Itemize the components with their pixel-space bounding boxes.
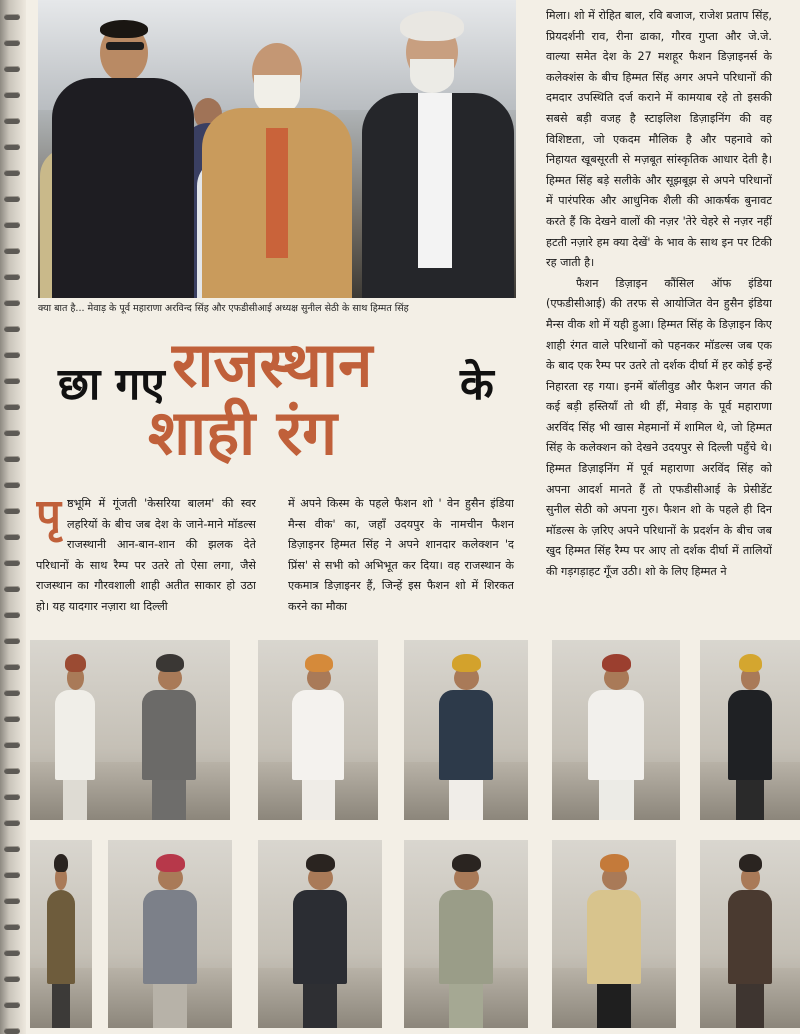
runway-model [581, 650, 651, 820]
runway-photo [108, 640, 230, 820]
binding-ring [4, 352, 20, 358]
person-arvind-singh [196, 23, 356, 298]
binding-ring [4, 794, 20, 800]
runway-model [723, 650, 778, 820]
runway-model [44, 850, 78, 1028]
binding-ring [4, 924, 20, 930]
binding-ring [4, 716, 20, 722]
binding-ring [4, 40, 20, 46]
article-column-3 [546, 6, 772, 628]
headline-shahi-rang: शाही रंग [148, 396, 338, 469]
runway-photo [258, 640, 378, 820]
binding-ring [4, 664, 20, 670]
hero-photo [38, 0, 516, 298]
article-column-1 [36, 494, 256, 628]
binding-ring [4, 742, 20, 748]
binding-ring [4, 222, 20, 228]
binding-ring [4, 1002, 20, 1008]
binding-ring [4, 586, 20, 592]
runway-photo [700, 840, 800, 1028]
binding-ring [4, 378, 20, 384]
binding-ring [4, 508, 20, 514]
binding-ring [4, 248, 20, 254]
binding-ring [4, 690, 20, 696]
binding-ring [4, 820, 20, 826]
binding-ring [4, 612, 20, 618]
binding-ring [4, 170, 20, 176]
binding-ring [4, 144, 20, 150]
binding-ring [4, 872, 20, 878]
binding-ring [4, 66, 20, 72]
binding-ring [4, 534, 20, 540]
runway-model [135, 650, 202, 820]
runway-photo [108, 840, 232, 1028]
runway-photo [404, 840, 528, 1028]
runway-photo [552, 840, 676, 1028]
runway-model [432, 850, 500, 1028]
binding-ring [4, 1028, 20, 1034]
person-himmat-singh [48, 8, 198, 298]
headline-suffix: के [460, 359, 494, 410]
binding-ring [4, 768, 20, 774]
headline-rajasthan: राजस्थान [172, 328, 373, 401]
binding-ring [4, 950, 20, 956]
binding-ring [4, 196, 20, 202]
binding-ring [4, 846, 20, 852]
headline-prefix: छा गए [58, 359, 165, 410]
binding-ring [4, 404, 20, 410]
runway-photo [258, 840, 382, 1028]
binding-ring [4, 898, 20, 904]
binding-ring [4, 638, 20, 644]
runway-model [285, 650, 351, 820]
binding-ring [4, 274, 20, 280]
headline [40, 326, 520, 476]
runway-model [136, 850, 204, 1028]
runway-photo [552, 640, 680, 820]
binding-ring [4, 482, 20, 488]
binding-ring [4, 92, 20, 98]
runway-photo [30, 840, 92, 1028]
spiral-binding [0, 0, 26, 1034]
binding-ring [4, 456, 20, 462]
binding-ring [4, 300, 20, 306]
article-col2-text: में अपने किस्म के पहले फैशन शो ' वेन हुसैन इंडिया मैन्स वीक' का, जहाँ उदयपुर के नामचीन फैशन डिज़ाइनर हिम्मत सिंह ने अपने शानदार कलेक्शन 'द प्रिंस' से सभी को अभिभूत कर दिया। वह राजस्थान के एकमात्र डिज़ाइनर हैं, जिन्हें इस फैशन शो में शिरकत करने का मौका [288, 497, 514, 613]
article-col3-para2: फैशन डिज़ाइन कौंसिल ऑफ इंडिया (एफडीसीआई) की तरफ से आयोजित वेन हुसैन इंडिया मैन्स वीक शो में यही हुआ। हिम्मत सिंह के डिज़ाइन किए शाही रंगत वाले परिधानों को पहनकर मॉडल्स जब एक के बाद एक रैम्प पर उतरे तो दर्शक दीर्घा में हर कोई इन्हें निहारता रह गया। इनमें बॉलीवुड और फैशन जगत की कई बड़ी हस्तियाँ तो थी हीं, मेवाड़ के पूर्व महाराणा अरविंद सिंह भी खास मेहमानों में शामिल थे, जो हिम्मत सिंह के कलेक्शन को देखने उदयपुर से दिल्ली पहुँचे थे। हिम्मत डिज़ाइनिंग में पूर्व महाराणा अरविंद सिंह को अपना आदर्श मानते हैं तो एफडीसीआई के प्रेसीडेंट सुनील सेठी को अपना गुरु। फैशन शो के पहले ही दिन मॉडल्स के ज़रिए अपने परिधानों के प्रदर्शन के बीच जब खुद हिम्मत सिंह रैम्प पर आए तो दर्शक दीर्घा में तालियों की गड़गड़ाहट गूँज उठी। शो के लिए हिम्मत ने [546, 276, 772, 579]
runway-model [580, 850, 648, 1028]
binding-ring [4, 430, 20, 436]
binding-ring [4, 118, 20, 124]
binding-ring [4, 14, 20, 20]
runway-model [723, 850, 778, 1028]
runway-photo [404, 640, 528, 820]
drop-cap: पृ [36, 494, 61, 541]
runway-model [50, 650, 100, 820]
binding-ring [4, 326, 20, 332]
runway-model [432, 650, 500, 820]
article-column-2 [288, 494, 514, 628]
runway-model [286, 850, 354, 1028]
runway-photo [30, 640, 120, 820]
article-col3-para1: मिला। शो में रोहित बाल, रवि बजाज, राजेश प्रताप सिंह, प्रियदर्शनी राव, रीना ढाका, गौरव गुप्ता और जे.जे. वाल्या समेत देश के 27 मशहूर फैशन डिज़ाइनर्स के कलेक्शंस के बीच हिम्मत सिंह अगर अपने परिधानों की दमदार उपस्थिति दर्ज कराने में कामयाब रहे तो इसकी सबसे बड़ी वजह है स्टाइलिश डिज़ाइनिंग की वह विशिष्टता, जो एकदम मौलिक है और पहनावे को निहायत खूबसूरती से मज़बूत सांस्कृतिक आधार देती है। हिम्मत सिंह बड़े सलीके और सूझबूझ से अपने परिधानों में पारंपरिक और आधुनिक शैली की आकर्षक बुनावट करते हैं कि देखने वालों की नज़र 'तेरे चेहरे से नज़र नहीं हटती नज़ारे हम क्या देखें' के भाव के साथ इन पर टिकी रह जाती है। [546, 9, 772, 270]
runway-photo [700, 640, 800, 820]
article-col1-text: ष्ठभूमि में गूंजती 'केसरिया बालम' की स्वर लहरियों के बीच जब देश के जाने-माने मॉडल्स राजस्थानी आन-बान-शान की झलक देते परिधानों के साथ रैम्प पर उतरे तो ऐसा लगा, जैसे राजस्थान का गौरवशाली शाही अतीत साकार हो उठा हो। यह यादगार नज़ारा था दिल्ली [36, 497, 256, 613]
binding-ring [4, 976, 20, 982]
binding-ring [4, 560, 20, 566]
photo-caption: क्या बात है... मेवाड़ के पूर्व महाराणा अरविन्द सिंह और एफडीसीआई अध्यक्ष सुनील सेठी के साथ हिम्मत सिंह [38, 303, 409, 314]
person-sunil-sethi [356, 3, 516, 298]
